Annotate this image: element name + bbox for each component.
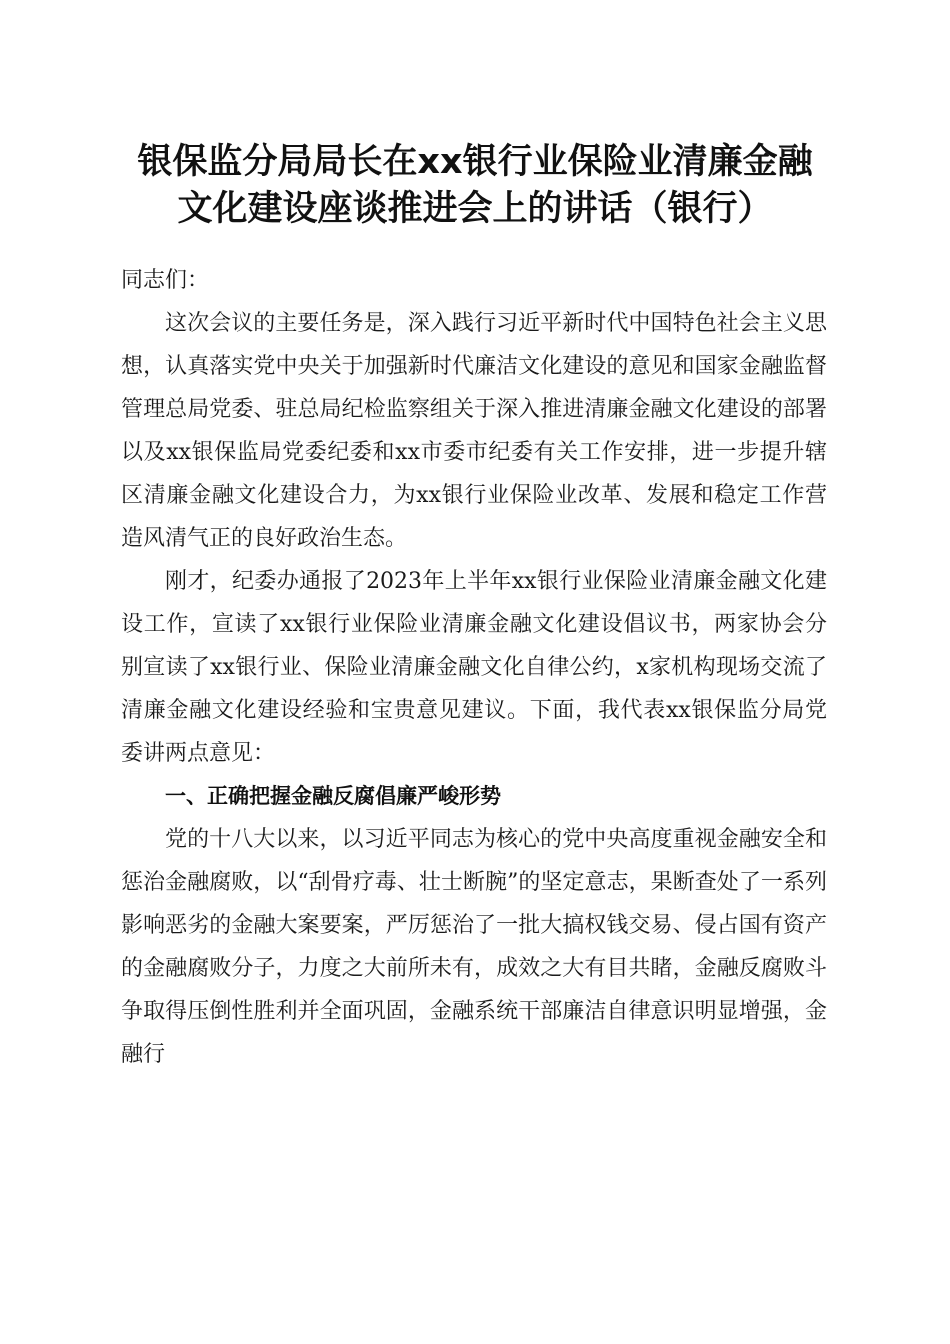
document-body: [121, 259, 827, 1162]
section-heading-1: 一、正确把握金融反腐倡廉严峻形势: [165, 784, 501, 808]
salutation: 同志们：: [121, 268, 210, 293]
document-title-line-2: 文化建设座谈推进会上的讲话（银行）: [177, 189, 773, 229]
document-title-line-1: 银保监分局局长在xx银行业保险业清廉金融: [137, 142, 813, 182]
paragraph-1: 这次会议的主要任务是，深入践行习近平新时代中国特色社会主义思想，认真落实党中央关于加强新时代廉洁文化建设的意见和国家金融监督管理总局党委、驻总局纪检监察组关于深入推进清廉金融文化建设的部署以及xx银保监局党委纪委和xx市委市纪委有关工作安排，进一步提升辖区清廉金融文化建设合力，为xx银行业保险业改革、发展和稳定工作营造风清气正的良好政治生态。: [121, 311, 827, 551]
paragraph-2: 刚才，纪委办通报了2023年上半年xx银行业保险业清廉金融文化建设工作，宣读了xx银行业保险业清廉金融文化建设倡议书，两家协会分别宣读了xx银行业、保险业清廉金融文化自律公约，x家机构现场交流了清廉金融文化建设经验和宝贵意见建议。下面，我代表xx银保监分局党委讲两点意见：: [121, 569, 827, 766]
section-1-paragraph-1: 党的十八大以来，以习近平同志为核心的党中央高度重视金融安全和惩治金融腐败，以“刮骨疗毒、壮士断腕”的坚定意志，果断查处了一系列影响恶劣的金融大案要案，严厉惩治了一批大搞权钱交易、侵占国有资产的金融腐败分子，力度之大前所未有，成效之大有目共睹，金融反腐败斗争取得压倒性胜利并全面巩固，金融系统干部廉洁自律意识明显增强，金融行: [121, 827, 827, 1067]
